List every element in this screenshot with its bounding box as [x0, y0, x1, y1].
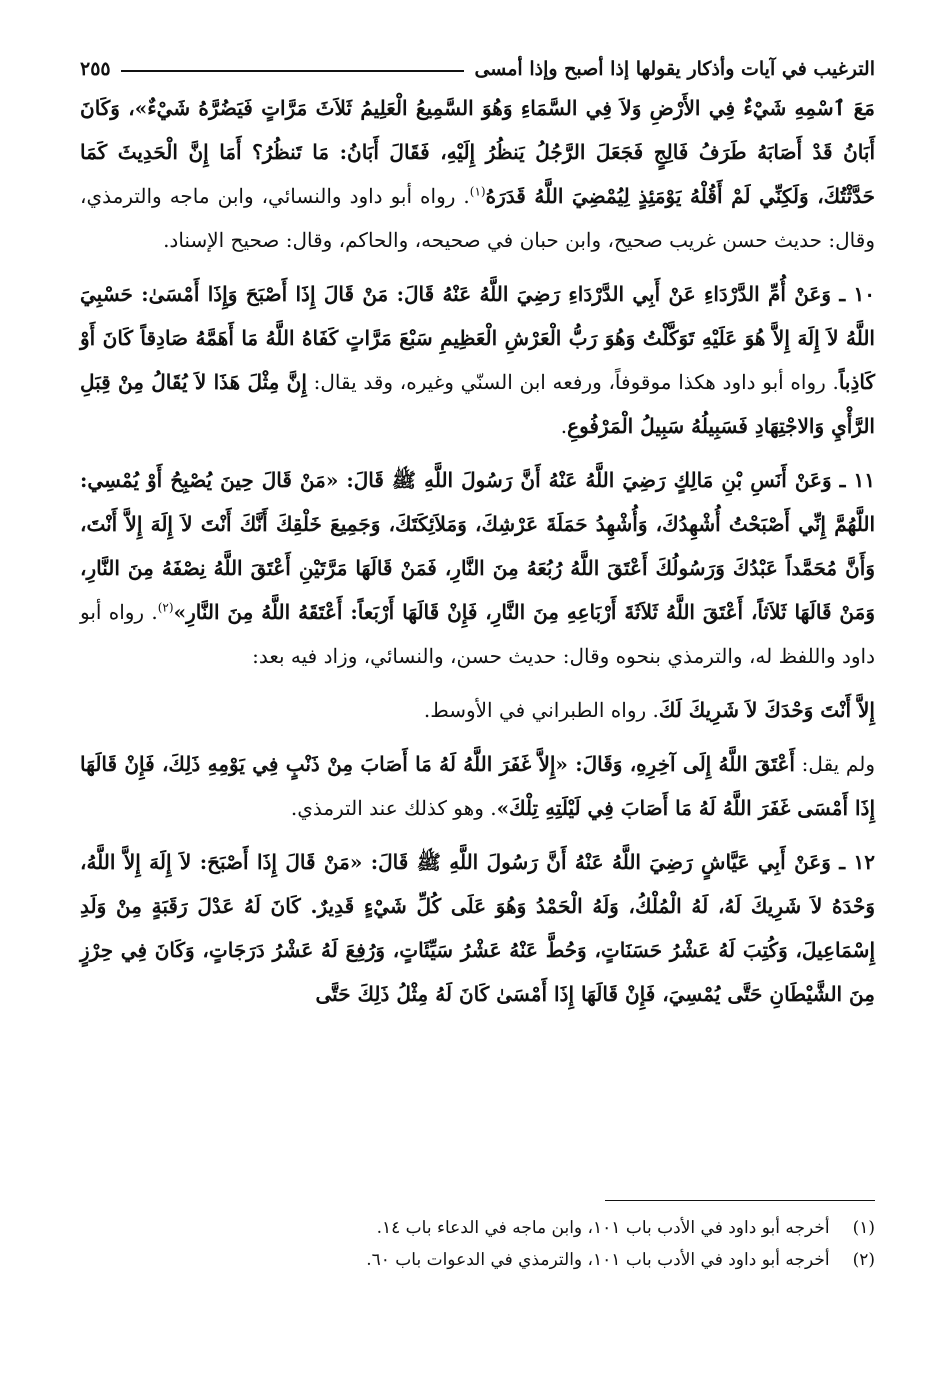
commentary-text: . وهو كذلك عند الترمذي. [290, 796, 497, 820]
paragraph [80, 86, 875, 262]
running-head [80, 52, 875, 86]
page-number: ٢٥٥ [80, 58, 111, 80]
footnote [80, 1212, 875, 1244]
hadith-text: مَعَ ٱسْمِهِ شَيْءٌ فِي الأَرْضِ وَلاَ فِي السَّمَاءِ وَهُوَ السَّمِيعُ الْعَلِيمُ ثَلاَثَ مَرَّاتٍ فَيَضُرَّهُ شَيْءٌ»، وَكَانَ أَبَانُ قَدْ أَصَابَهُ طَرَفُ فَالِجٍ فَجَعَلَ الرَّجُلُ يَنظُرُ إِلَيْهِ، فَقَالَ أَبَانُ: مَا تَنظُرُ؟ أَمَا إِنَّ الْحَدِيثَ كَمَا حَدَّثْتُكَ، وَلَكِنِّي لَمْ أَقُلْهُ يَوْمَئِذٍ لِيُمْضِيَ اللَّهُ قَدَرَهُ [80, 96, 876, 208]
hadith-text: ١٢ ـ وَعَنْ أَبِي عَيَّاشٍ رَضِيَ اللَّهُ عَنْهُ أَنَّ رَسُولَ اللَّهِ ﷺ قَالَ: «مَنْ قَالَ إِذَا أَصْبَحَ: لاَ إِلَهَ إِلاَّ اللَّهُ، وَحْدَهُ لاَ شَرِيكَ لَهُ، لَهُ الْمُلْكُ، وَلَهُ الْحَمْدُ وَهُوَ عَلَى كُلِّ شَيْءٍ قَدِيرٌ. كَانَ لَهُ عَدْلَ رَقَبَةٍ مِنْ وَلَدِ إِسْمَاعِيلَ، وَكُتِبَ لَهُ عَشْرُ حَسَنَاتٍ، وَحُطَّ عَنْهُ عَشْرُ سَيِّئَاتٍ، وَرُفِعَ لَهُ عَشْرُ دَرَجَاتٍ، وَكَانَ فِي حِرْزٍ مِنَ الشَّيْطَانِ حَتَّى يُمْسِيَ، فَإِنْ قَالَهَا إِذَا أَمْسَىٰ كَانَ لَهُ مِثْلُ ذَلِكَ حَتَّى [80, 850, 875, 1006]
paragraph [80, 688, 875, 732]
commentary-text: . رواه الطبراني في الأوسط. [423, 698, 659, 722]
footnote-marker: (٢) [157, 600, 174, 615]
footnote-number: (٢) [852, 1250, 875, 1270]
paragraph [80, 840, 875, 1016]
running-head-title: الترغيب في آيات وأذكار يقولها إذا أصبح وإذا أمسى [474, 58, 875, 80]
paragraph [80, 742, 875, 830]
footnotes [80, 1212, 875, 1276]
hadith-text: أَعْتَقَ اللَّهُ إِلَى آخِرِهِ، وَقَالَ: «إِلاَّ غَفَرَ اللَّهُ لَهُ مَا أَصَابَ مِنْ ذَنْبٍ فِي يَوْمِهِ ذَلِكَ، فَإِنْ قَالَهَا إِذَا أَمْسَى غَفَرَ اللَّهُ لَهُ مَا أَصَابَ فِي لَيْلَتِهِ تِلْكَ» [80, 752, 875, 820]
footnote-marker: (١) [469, 184, 486, 199]
footnote [80, 1244, 875, 1276]
commentary-text: . رواه أبو داود واللفظ له، والترمذي بنحوه وقال: حديث حسن، والنسائي، وزاد فيه بعد: [80, 600, 875, 668]
hadith-text: إِنَّ مِثْلَ هَذَا لاَ يُقَالُ مِنْ قِبَلِ الرَّأْيِ وَالاجْتِهَادِ فَسَبِيلُهُ سَبِيلُ الْمَرْفُوعِ [80, 370, 875, 438]
footnote-number: (١) [852, 1218, 875, 1238]
commentary-text: . [560, 414, 568, 438]
hadith-text: ١١ ـ وَعَنْ أَنَسِ بْنِ مَالِكٍ رَضِيَ اللَّهُ عَنْهُ أَنَّ رَسُولَ اللَّهِ ﷺ قَالَ: «مَنْ قَالَ حِينَ يُصْبِحُ أَوْ يُمْسِي: اللَّهُمَّ إِنِّي أَصْبَحْتُ أُشْهِدُكَ، وَأُشْهِدُ حَمَلَةَ عَرْشِكَ، وَمَلاَئِكَتَكَ، وَجَمِيعَ خَلْقِكَ أَنَّكَ أَنْتَ لاَ إِلَهَ إِلاَّ أَنْتَ، وَأَنَّ مُحَمَّداً عَبْدُكَ وَرَسُولُكَ أَعْتَقَ اللَّهُ رُبُعَهُ مِنَ النَّارِ، فَمَنْ قَالَهَا مَرَّتَيْنِ أَعْتَقَ اللَّهُ نِصْفَهُ مِنَ النَّارِ، وَمَنْ قَالَهَا ثَلاَثاً، أَعْتَقَ اللَّهُ ثَلاَثَةَ أَرْبَاعِهِ مِنَ النَّارِ، فَإِنْ قَالَهَا أَرْبَعاً: أَعْتَقَهُ اللَّهُ مِنَ النَّارِ» [80, 468, 875, 624]
paragraph [80, 458, 875, 678]
hadith-text: إِلاَّ أَنْتَ وَحْدَكَ لاَ شَرِيكَ لَكَ [658, 698, 875, 722]
commentary-text: . رواه أبو داود والنسائي، وابن ماجه والترمذي، وقال: حديث حسن غريب صحيح، وابن حبان في صحيحه، والحاكم، وقال: صحيح الإسناد. [80, 184, 875, 252]
footnote-divider [605, 1200, 875, 1201]
commentary-text: . رواه أبو داود هكذا موقوفاً، ورفعه ابن السنّي وغيره، وقد يقال: [306, 370, 839, 394]
hadith-text: ١٠ ـ وَعَنْ أُمِّ الدَّرْدَاءِ عَنْ أَبِي الدَّرْدَاءِ رَضِيَ اللَّهُ عَنْهُ قَالَ: مَنْ قَالَ إِذَا أَصْبَحَ وَإِذَا أَمْسَىٰ: حَسْبِيَ اللَّهُ لاَ إِلَهَ إِلاَّ هُوَ عَلَيْهِ تَوَكَّلْتُ وَهُوَ رَبُّ الْعَرْشِ الْعَظِيمِ سَبْعَ مَرَّاتٍ كَفَاهُ اللَّهُ مَا أَهَمَّهُ صَادِقاً كَانَ أَوْ كَاذِباً [80, 282, 875, 394]
commentary-text: ولم يقل: [795, 752, 875, 776]
running-head-rule [121, 70, 465, 72]
footnote-text: أخرجه أبو داود في الأدب باب ١٠١، والترمذي في الدعوات باب ٦٠. [366, 1250, 830, 1270]
footnote-text: أخرجه أبو داود في الأدب باب ١٠١، وابن ماجه في الدعاء باب ١٤. [376, 1218, 830, 1238]
paragraph [80, 272, 875, 448]
body-text [80, 86, 875, 1016]
book-page [80, 52, 876, 1270]
